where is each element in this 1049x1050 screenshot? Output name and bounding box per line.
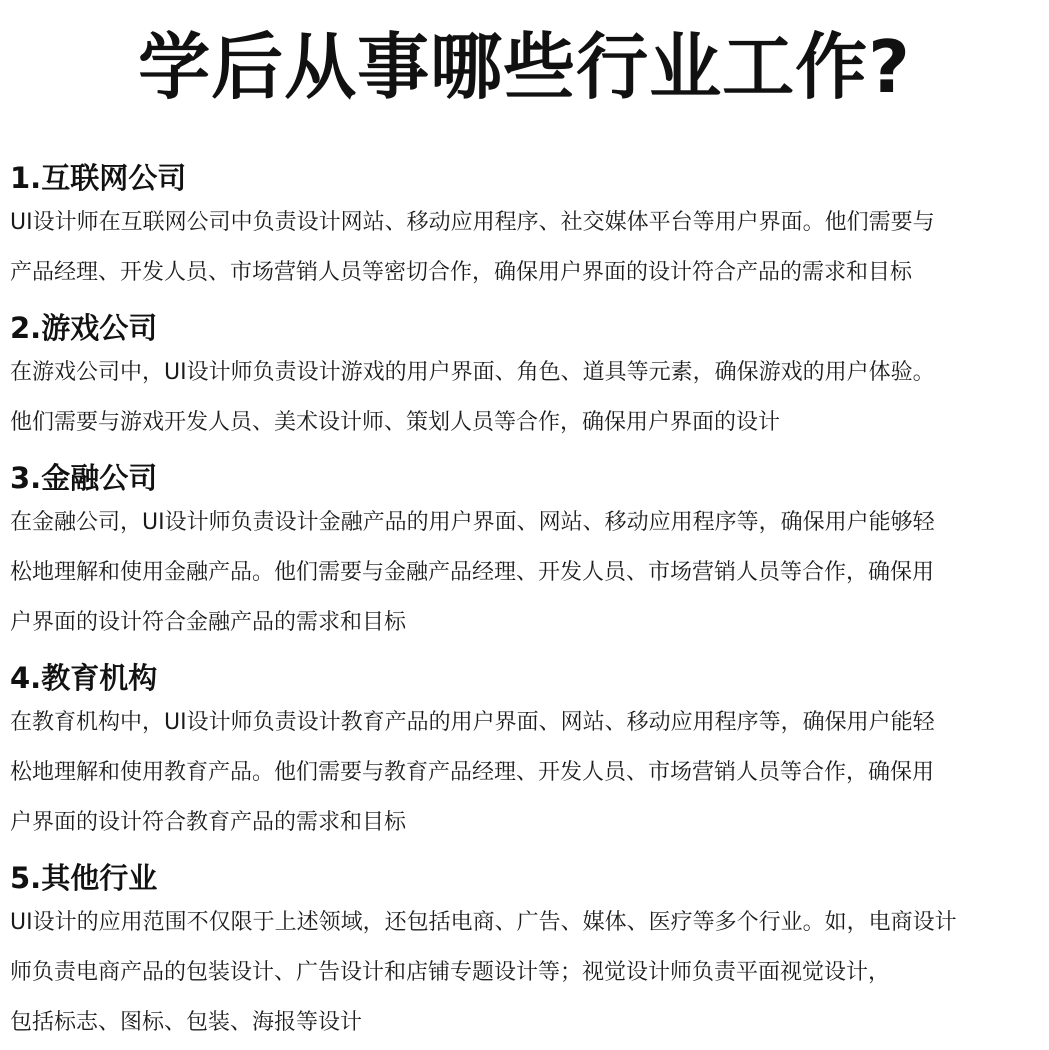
section-heading: 5.其他行业 bbox=[10, 861, 158, 895]
section-education bbox=[10, 658, 1045, 848]
section-heading: 2.游戏公司 bbox=[10, 311, 158, 345]
section-heading: 1.互联网公司 bbox=[10, 161, 187, 195]
section-internet-company bbox=[10, 158, 1045, 298]
section-body: 在教育机构中，UI设计师负责设计教育产品的用户界面、网站、移动应用程序等，确保用户能轻 松地理解和使用教育产品。他们需要与教育产品经理、开发人员、市场营销人员等合作，确保用 户界面的设计符合教育产品的需求和目标 bbox=[10, 710, 935, 835]
section-heading: 4.教育机构 bbox=[10, 661, 158, 695]
page-title: 学后从事哪些行业工作? bbox=[138, 25, 911, 109]
section-body: UI设计师在互联网公司中负责设计网站、移动应用程序、社交媒体平台等用户界面。他们需要与 产品经理、开发人员、市场营销人员等密切合作，确保用户界面的设计符合产品的需求和目标 bbox=[10, 210, 935, 285]
section-heading: 3.金融公司 bbox=[10, 461, 158, 495]
section-other-industries bbox=[10, 858, 1045, 1048]
section-finance-company bbox=[10, 458, 1045, 648]
section-body: 在金融公司，UI设计师负责设计金融产品的用户界面、网站、移动应用程序等，确保用户能够轻 松地理解和使用金融产品。他们需要与金融产品经理、开发人员、市场营销人员等合作，确保用 户界面的设计符合金融产品的需求和目标 bbox=[10, 510, 935, 635]
section-body: 在游戏公司中，UI设计师负责设计游戏的用户界面、角色、道具等元素，确保游戏的用户体验。 他们需要与游戏开发人员、美术设计师、策划人员等合作，确保用户界面的设计 bbox=[10, 360, 935, 435]
section-game-company bbox=[10, 308, 1045, 448]
section-body: UI设计的应用范围不仅限于上述领域，还包括电商、广告、媒体、医疗等多个行业。如，电商设计 师负责电商产品的包装设计、广告设计和店铺专题设计等；视觉设计师负责平面视觉设计， 包括标志、图标、包装、海报等设计 bbox=[10, 910, 957, 1035]
